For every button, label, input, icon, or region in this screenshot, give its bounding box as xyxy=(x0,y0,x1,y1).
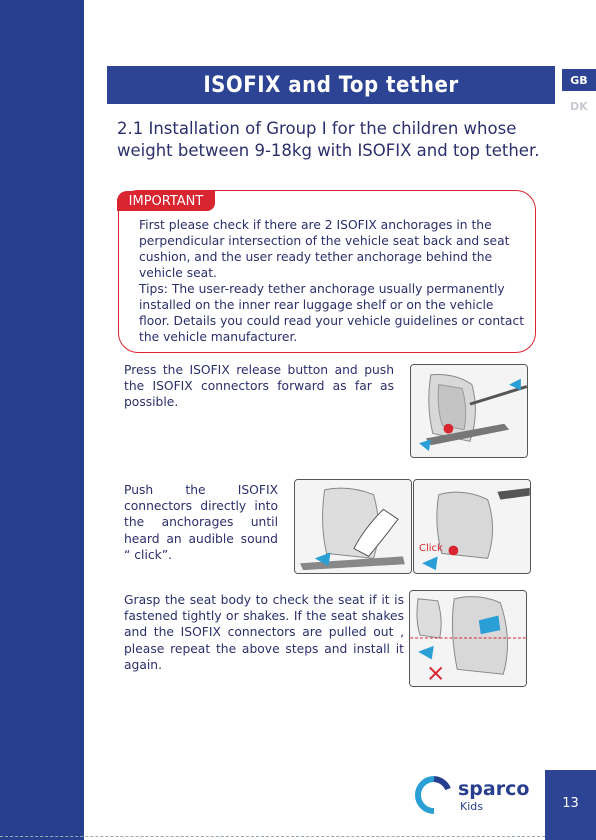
bottom-divider xyxy=(0,836,545,837)
figure-check-seat xyxy=(409,590,527,687)
language-tab-dk[interactable]: DK xyxy=(570,99,588,113)
step-2-text: Push the ISOFIX connectors directly into the anchorages until heard an audible sound “ click”. xyxy=(124,483,278,562)
figure-push-connectors xyxy=(294,479,412,574)
sparco-kids-logo xyxy=(412,775,538,815)
figure-release-button xyxy=(410,364,528,458)
page-title: ISOFIX and Top tether xyxy=(203,72,459,98)
page-number: 13 xyxy=(545,770,596,840)
sidebar-band xyxy=(0,0,84,840)
language-tab-gb[interactable]: GB xyxy=(562,69,596,91)
step-1-text: Press the ISOFIX release button and push the ISOFIX connectors forward as far as possible. xyxy=(124,363,394,410)
svg-text:sparco: sparco xyxy=(458,778,530,800)
important-text: First please check if there are 2 ISOFIX anchorages in the perpendicular intersection of the vehicle seat back and seat cushion, and the user ready tether anchorage behind the vehicle seat. Tips: The user-ready tether anchorage usually permanently installed on the inner rear luggage shelf or on the vehicle floor. Details you could read your vehicle guidelines or contact the vehicle manufacturer. xyxy=(139,218,525,344)
svg-text:Kids: Kids xyxy=(460,800,483,813)
section-header xyxy=(107,66,555,104)
section-subtitle: 2.1 Installation of Group I for the children whose weight between 9-18kg with ISOFIX and top tether. xyxy=(117,119,540,160)
figure-click-connect xyxy=(413,479,531,574)
important-label: IMPORTANT xyxy=(117,191,215,211)
click-label: Click xyxy=(419,543,443,554)
step-3-text: Grasp the seat body to check the seat if it is fastened tightly or shakes. If the seat shakes and the ISOFIX connectors are pulled out , please repeat the above steps and install it again. xyxy=(124,593,404,672)
